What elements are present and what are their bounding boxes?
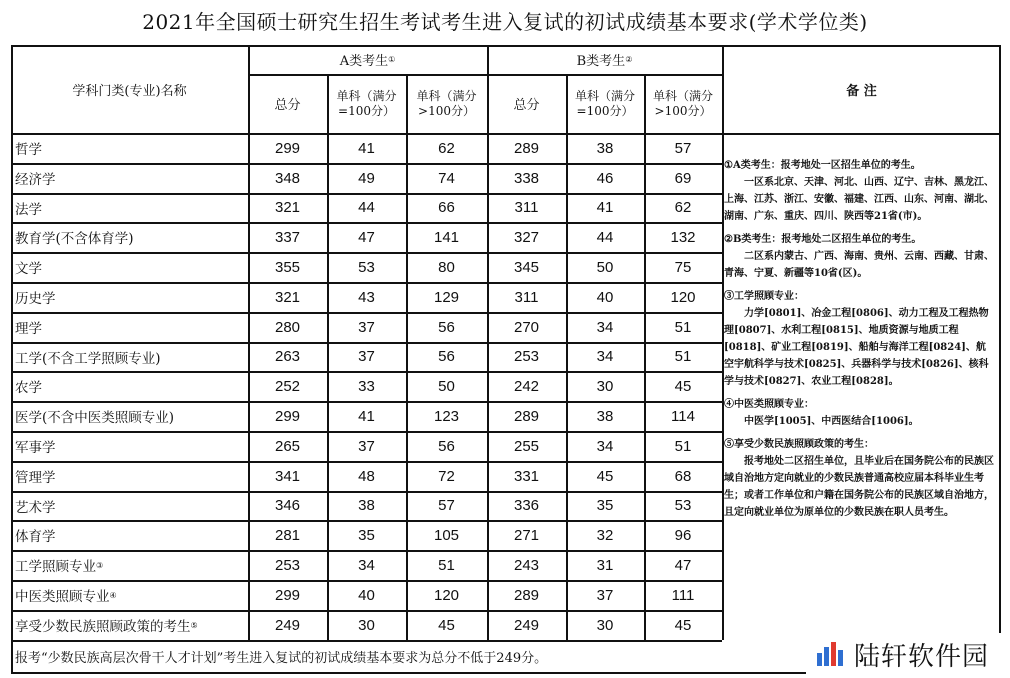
score-cell: 281 [274, 526, 301, 544]
score-cell: 45 [674, 377, 692, 395]
score-cell: 289 [513, 407, 540, 425]
score-cell: 51 [674, 348, 692, 365]
watermark-text: 陆轩软件园 [854, 641, 990, 672]
subheader-total: 总分 [274, 98, 301, 113]
score-cell: 105 [433, 526, 460, 544]
score-cell: 44 [358, 199, 375, 216]
footnote-mark: ② [625, 55, 633, 64]
score-cell: 345 [513, 258, 540, 276]
footnote-mark: ⑤ [190, 620, 198, 630]
remarks-notes [724, 151, 994, 521]
subject-name: 理学 [15, 321, 42, 337]
score-cell: 37 [358, 348, 375, 365]
score-cell: 75 [674, 258, 692, 276]
score-cell: 299 [274, 407, 301, 425]
group-a-header: A类考生 ① [339, 54, 396, 69]
score-cell: 299 [274, 586, 301, 604]
footer-note: 报考“少数民族高层次骨干人才计划”考生进入复试的初试成绩基本要求为总分不低于249分。 [15, 651, 548, 666]
score-cell: 35 [358, 526, 375, 544]
score-cell: 48 [358, 467, 375, 485]
score-cell: 263 [274, 348, 301, 365]
score-cell: 38 [596, 407, 614, 425]
score-cell: 253 [513, 348, 540, 365]
subheader-single_gt100: 单科（满分>100分） [652, 89, 713, 118]
score-cell: 57 [438, 497, 455, 514]
score-cell: 47 [358, 228, 375, 246]
subject-name: 享受少数民族照顾政策的考生 ⑤ [15, 619, 198, 635]
score-cell: 40 [358, 586, 375, 604]
score-cell: 327 [513, 228, 540, 246]
score-cell: 129 [433, 288, 460, 306]
score-cell: 66 [438, 199, 455, 216]
score-cell: 337 [274, 228, 301, 246]
score-cell: 243 [513, 556, 540, 574]
score-cell: 253 [274, 556, 301, 574]
subject-name: 军事学 [15, 440, 56, 456]
score-cell: 34 [358, 556, 375, 574]
score-cell: 56 [438, 318, 455, 336]
score-cell: 53 [674, 497, 692, 514]
score-cell: 62 [438, 139, 455, 157]
note-heading: ④中医类照顾专业： [724, 399, 814, 410]
score-cell: 289 [513, 139, 540, 157]
score-cell: 321 [274, 288, 301, 306]
score-cell: 249 [513, 616, 540, 634]
subheader-total: 总分 [513, 98, 540, 113]
score-cell: 40 [596, 288, 614, 306]
score-cell: 37 [596, 586, 614, 604]
score-cell: 43 [358, 288, 375, 306]
row-divider [11, 640, 722, 642]
score-cell: 45 [596, 467, 614, 485]
score-cell: 34 [596, 348, 614, 365]
score-cell: 50 [438, 377, 455, 395]
note-body: 一区系北京、天津、河北、山西、辽宁、吉林、黑龙江、上海、江苏、浙江、安徽、福建、江西、山东、河南、湖北、湖南、广东、重庆、四川、陕西等21省(市)。 [724, 177, 994, 222]
score-cell: 38 [358, 497, 375, 514]
subject-name: 医学(不含中医类照顾专业) [15, 410, 175, 426]
score-cell: 49 [358, 169, 375, 187]
score-cell: 68 [674, 467, 692, 485]
subject-name: 历史学 [15, 291, 56, 307]
score-cell: 311 [514, 199, 539, 216]
subject-name: 法学 [15, 201, 42, 218]
subheader-single_gt100: 单科（满分>100分） [416, 89, 477, 118]
subject-name: 农学 [15, 380, 42, 396]
score-cell: 120 [670, 288, 696, 306]
score-cell: 270 [513, 318, 540, 336]
score-cell: 41 [358, 139, 375, 157]
score-cell: 62 [674, 199, 692, 216]
score-cell: 341 [274, 467, 301, 485]
score-cell: 252 [274, 377, 301, 395]
score-cell: 30 [596, 616, 614, 634]
score-cell: 249 [274, 616, 301, 634]
subject-name: 工学(不含工学照顾专业) [15, 350, 161, 367]
subject-name: 管理学 [15, 470, 56, 486]
score-cell: 34 [596, 437, 614, 455]
score-cell: 53 [358, 258, 375, 276]
score-cell: 30 [596, 377, 614, 395]
score-cell: 141 [433, 228, 460, 246]
score-cell: 331 [513, 467, 540, 485]
score-cell: 111 [671, 586, 695, 604]
score-cell: 51 [438, 556, 455, 574]
score-cell: 41 [596, 199, 614, 216]
score-cell: 355 [274, 258, 301, 276]
score-cell: 69 [674, 169, 692, 187]
subject-name: 教育学(不含体育学) [15, 231, 134, 247]
score-cell: 45 [674, 616, 692, 634]
score-cell: 348 [274, 169, 301, 187]
score-cell: 346 [274, 497, 301, 514]
note-body: 中医学[1005]、中西医结合[1006]。 [744, 416, 919, 427]
subject-name: 中医类照顾专业 ④ [15, 589, 117, 605]
score-cell: 57 [674, 139, 692, 157]
note-body: 报考地处二区招生单位，且毕业后在国务院公布的民族区域自治地方定向就业的少数民族普通高校应届本科毕业生考生；或者工作单位和户籍在国务院公布的民族区域自治地方，且定向就业单位为原单位的少数民族在职人员考生。 [724, 456, 994, 518]
score-cell: 114 [671, 407, 695, 425]
watermark [806, 633, 1004, 675]
score-cell: 299 [274, 139, 301, 157]
score-cell: 132 [670, 228, 696, 246]
score-cell: 123 [433, 407, 460, 425]
note-heading: ③工学照顾专业： [724, 291, 804, 302]
subject-name: 工学照顾专业 ③ [15, 559, 104, 575]
note-heading: ①A类考生：报考地处一区招生单位的考生。 [724, 160, 921, 171]
score-cell: 44 [596, 228, 614, 246]
footnote-mark: ③ [96, 560, 104, 570]
score-cell: 74 [438, 169, 455, 187]
score-cell: 56 [438, 348, 455, 365]
score-cell: 45 [438, 616, 455, 634]
page-title: 2021年全国硕士研究生招生考试考生进入复试的初试成绩基本要求(学术学位类) [142, 10, 868, 34]
footnote-mark: ④ [109, 590, 117, 600]
score-cell: 35 [596, 497, 614, 514]
score-cell: 47 [674, 556, 692, 574]
score-cell: 30 [358, 616, 375, 634]
note-body: 力学[0801]、冶金工程[0806]、动力工程及工程热物理[0807]、水利工程[0815]、地质资源与地质工程[0818]、矿业工程[0819]、船舶与海洋工程[0824]、航空宇航科学与技术[0825]、兵器科学与技术[0826]、核科学与技术[0827]、农业工程[0828]。 [724, 308, 989, 387]
subject-name: 体育学 [15, 529, 56, 545]
subject-column-header: 学科门类(专业)名称 [72, 83, 187, 99]
group-b-header: B类考生 ② [576, 54, 633, 69]
subheader-single_le100: 单科（满分=100分） [574, 89, 635, 118]
note-body: 二区系内蒙古、广西、海南、贵州、云南、西藏、甘肃、青海、宁夏、新疆等10省(区)。 [724, 251, 994, 279]
logo-icon [816, 641, 846, 667]
subject-name: 艺术学 [15, 499, 56, 516]
score-cell: 37 [358, 437, 375, 455]
score-cell: 50 [596, 258, 614, 276]
score-cell: 33 [358, 377, 375, 395]
score-cell: 255 [513, 437, 540, 455]
score-cell: 46 [596, 169, 614, 187]
score-cell: 80 [438, 258, 455, 276]
note-heading: ⑤享受少数民族照顾政策的考生： [724, 439, 874, 450]
score-cell: 336 [513, 497, 540, 514]
score-cell: 32 [596, 526, 614, 544]
score-cell: 72 [438, 467, 455, 485]
score-cell: 96 [674, 526, 692, 544]
subheader-single_le100: 单科（满分=100分） [336, 89, 397, 118]
score-cell: 51 [674, 318, 692, 336]
footnote-mark: ① [388, 55, 396, 64]
score-cell: 265 [274, 437, 301, 455]
table-border-right [999, 45, 1001, 674]
score-cell: 37 [358, 318, 375, 336]
score-cell: 311 [514, 288, 539, 306]
subject-name: 文学 [15, 261, 42, 277]
score-cell: 56 [438, 437, 455, 455]
subject-name: 经济学 [15, 172, 56, 188]
score-cell: 31 [596, 556, 614, 574]
score-cell: 338 [513, 169, 540, 187]
remarks-header: 备 注 [846, 83, 877, 99]
score-cell: 41 [358, 407, 375, 425]
score-cell: 280 [274, 318, 301, 336]
score-cell: 321 [274, 199, 301, 216]
score-cell: 289 [513, 586, 540, 604]
score-cell: 271 [513, 526, 540, 544]
score-cell: 120 [433, 586, 460, 604]
subject-name: 哲学 [15, 142, 42, 158]
score-cell: 34 [596, 318, 614, 336]
note-heading: ②B类考生：报考地处二区招生单位的考生。 [724, 234, 922, 245]
score-cell: 51 [674, 437, 692, 455]
score-cell: 38 [596, 139, 614, 157]
score-cell: 242 [513, 377, 540, 395]
